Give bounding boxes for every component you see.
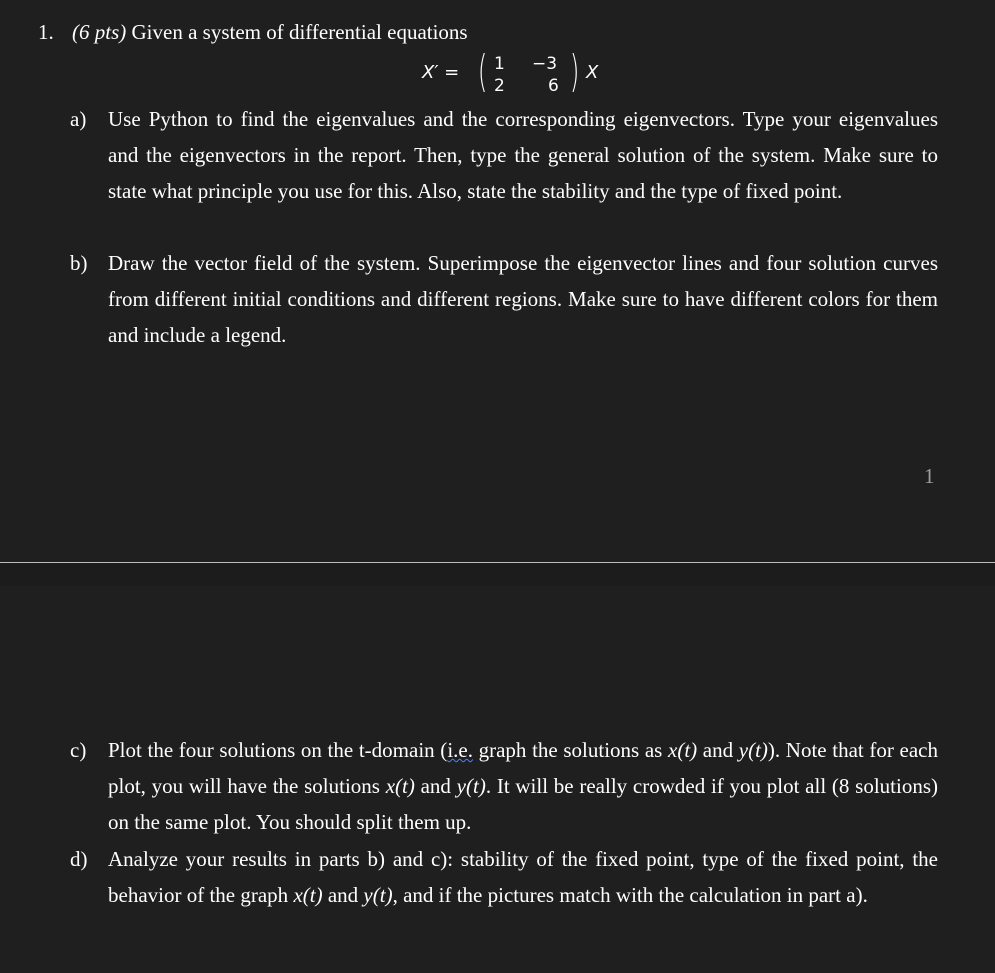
right-paren: ) (569, 46, 580, 97)
x-of-t-2: x(t) (385, 774, 415, 798)
part-d-text-1: Analyze your results in parts b) and c): stability of the fixed point, type of the fixed point, the behavior of the graph (108, 847, 938, 907)
equation-rhs: X (586, 62, 599, 83)
part-a-label: a) (70, 107, 87, 131)
matrix-equation (418, 46, 618, 100)
part-b (70, 245, 938, 353)
part-d-label: d) (70, 847, 88, 871)
part-d-text (108, 841, 938, 913)
matrix-a12: −3 (532, 54, 558, 74)
part-d (70, 841, 938, 913)
part-d-text-2: and (322, 883, 364, 907)
part-d-text-3: , and if the pictures match with the calculation in part a). (392, 883, 868, 907)
part-a-text: Use Python to find the eigenvalues and the corresponding eigenvectors. Type your eigenvalues and the eigenvectors in the report. Then, type the general solution of the system. Make sure to state what principle you use for this. Also, state the stability and the type of fixed point. (108, 107, 938, 203)
part-c-text-2: graph the solutions as (472, 738, 668, 762)
part-c-text-5: . It will be really crowded if you plot all (8 solutions) on the same plot. You should split them up. (108, 774, 938, 834)
ie-spellcheck: i.e. (447, 738, 473, 762)
question-intro: Given a system of differential equations (131, 20, 468, 44)
part-b-text: Draw the vector field of the system. Superimpose the eigenvector lines and four solution curves from different initial conditions and different regions. Make sure to have different colors for them and include a legend. (108, 251, 938, 347)
question-number: 1. (38, 20, 54, 44)
x-of-t: x(t) (668, 738, 698, 762)
part-c-label: c) (70, 738, 87, 762)
matrix-a21: 2 (494, 76, 505, 96)
part-c-text-1: Plot the four solutions on the t-domain ( (108, 738, 448, 762)
page-number: 1 (924, 464, 935, 488)
part-a (70, 101, 938, 209)
left-paren: ( (477, 46, 488, 97)
y-of-t-d: y(t) (363, 883, 393, 907)
part-c-text (108, 732, 938, 840)
part-c-text-4: ). Note that for each plot, you will have the solutions (108, 738, 938, 798)
question-header (38, 20, 468, 45)
matrix-a22: 6 (548, 76, 559, 96)
part-c-text-and: and (414, 774, 457, 798)
question-points: (6 pts) (72, 20, 127, 44)
y-of-t-2: y(t) (456, 774, 486, 798)
part-c-text-3: and (697, 738, 739, 762)
part-b-label: b) (70, 251, 88, 275)
x-of-t-d: x(t) (293, 883, 323, 907)
matrix-a11: 1 (494, 54, 505, 74)
page-gap (0, 563, 995, 586)
equation-lhs: X′ = (422, 62, 460, 83)
part-c (70, 732, 938, 840)
y-of-t: y(t) (738, 738, 768, 762)
